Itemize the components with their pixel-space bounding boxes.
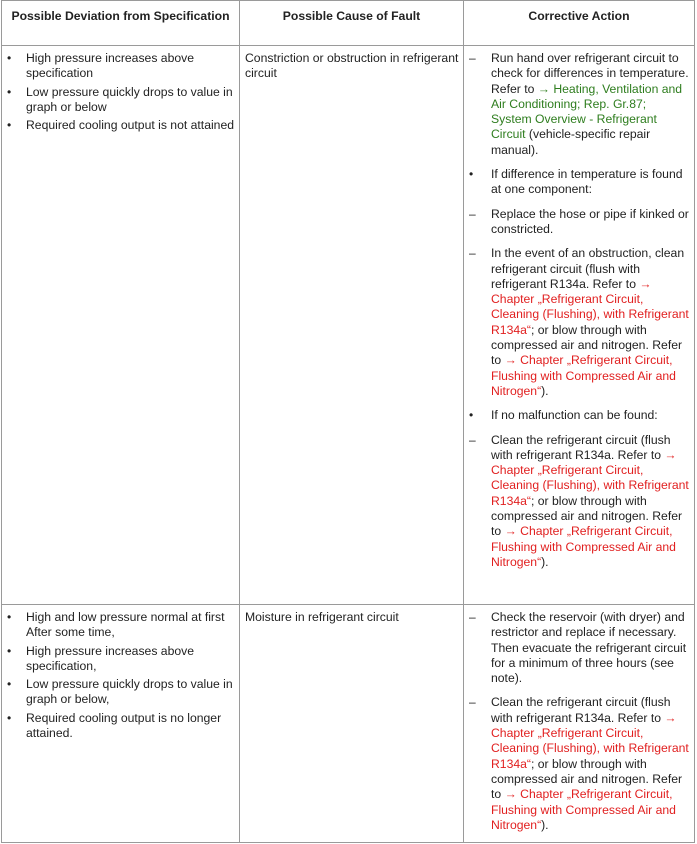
header-cause: Possible Cause of Fault: [240, 1, 464, 46]
bullet-icon: •: [469, 167, 474, 182]
action-item: – Clean the refrigerant circuit (flush with refrigerant R134a. Refer to → Chapter „Refrigerant Circuit, Cleaning (Flushing), with Refrigerant R134a“; or blow through with compressed air and nitrogen. Refer to → Chapter „Refrigerant Circuit, Flushing with Compressed Air and Nitrogen“).: [469, 432, 689, 569]
troubleshooting-table: [1, 0, 695, 843]
chapter-link[interactable]: → Chapter „Refrigerant Circuit, Flushing with Compressed Air and Nitrogen“: [491, 353, 676, 398]
bullet-icon: •: [469, 408, 474, 423]
deviation-item: • High and low pressure normal at first After some time,: [7, 610, 225, 640]
deviation-cell: [2, 46, 240, 605]
chapter-link[interactable]: → Chapter „Refrigerant Circuit, Cleaning (Flushing), with Refrigerant R134a“: [491, 447, 689, 508]
deviation-item: • Low pressure quickly drops to value in graph or below,: [7, 677, 233, 707]
action-item: – Replace the hose or pipe if kinked or constricted.: [469, 206, 689, 236]
bullet-icon: •: [7, 610, 12, 624]
bullet-icon: •: [7, 710, 12, 725]
header-deviation: Possible Deviation from Specification: [2, 1, 240, 46]
action-item: – Check the reservoir (with dryer) and restrictor and replace if necessary. Then evacuate the refrigerant circuit for a minimum of three hours (see note).: [469, 610, 687, 686]
deviation-item: • High pressure increases above specification,: [7, 643, 195, 673]
deviation-item: • Required cooling output is no longer attained.: [7, 710, 222, 741]
dash-icon: –: [469, 206, 476, 221]
action-item: • If no malfunction can be found:: [469, 408, 658, 423]
dash-icon: –: [469, 246, 476, 261]
action-item: – In the event of an obstruction, clean refrigerant circuit (flush with refrigerant R134a. Refer to → Chapter „Refrigerant Circuit, Cleaning (Flushing), with Refrigerant R134a“; or blow through with compressed air and nitrogen. Refer to → Chapter „Refrigerant Circuit, Flushing with Compressed Air and Nitrogen“).: [469, 246, 689, 398]
bullet-icon: •: [7, 677, 12, 692]
dash-icon: –: [469, 610, 476, 624]
action-cell: [464, 605, 695, 843]
cause-cell: Constriction or obstruction in refrigerant circuit: [240, 46, 464, 605]
cause-cell: Moisture in refrigerant circuit: [240, 605, 464, 843]
chapter-link[interactable]: → Chapter „Refrigerant Circuit, Cleaning (Flushing), with Refrigerant R134a“: [491, 710, 689, 771]
table-row: [2, 46, 695, 605]
deviation-item: • Low pressure quickly drops to value in graph or below: [7, 84, 233, 114]
dash-icon: –: [469, 432, 476, 447]
deviation-cell: [2, 605, 240, 843]
chapter-link[interactable]: → Chapter „Refrigerant Circuit, Cleaning (Flushing), with Refrigerant R134a“: [491, 276, 689, 337]
dash-icon: –: [469, 695, 476, 710]
deviation-item: • High pressure increases above specification: [7, 51, 195, 81]
chapter-link[interactable]: → Chapter „Refrigerant Circuit, Flushing with Compressed Air and Nitrogen“: [491, 787, 676, 832]
header-row: [2, 1, 695, 46]
bullet-icon: •: [7, 118, 12, 133]
deviation-item: • Required cooling output is not attained: [7, 118, 235, 133]
table-row: [2, 605, 695, 843]
header-action: Corrective Action: [464, 1, 695, 46]
action-item: • If difference in temperature is found at one component:: [469, 167, 683, 197]
bullet-icon: •: [7, 51, 12, 65]
bullet-icon: •: [7, 643, 12, 658]
action-item: – Run hand over refrigerant circuit to check for differences in temperature. Refer to → Heating, Ventilation and Air Conditioning; Rep. Gr.87; System Overview - Refrigerant Circuit (vehicle-specific repair manual).: [469, 51, 689, 157]
reference-link[interactable]: → Heating, Ventilation and Air Conditioning; Rep. Gr.87; System Overview - Refrigerant Circuit: [491, 81, 683, 142]
dash-icon: –: [469, 51, 476, 65]
bullet-icon: •: [7, 84, 12, 99]
action-item: – Clean the refrigerant circuit (flush with refrigerant R134a. Refer to → Chapter „Refrigerant Circuit, Cleaning (Flushing), with Refrigerant R134a“; or blow through with compressed air and nitrogen. Refer to → Chapter „Refrigerant Circuit, Flushing with Compressed Air and Nitrogen“).: [469, 695, 689, 832]
chapter-link[interactable]: → Chapter „Refrigerant Circuit, Flushing with Compressed Air and Nitrogen“: [491, 524, 676, 569]
action-cell: [464, 46, 695, 605]
